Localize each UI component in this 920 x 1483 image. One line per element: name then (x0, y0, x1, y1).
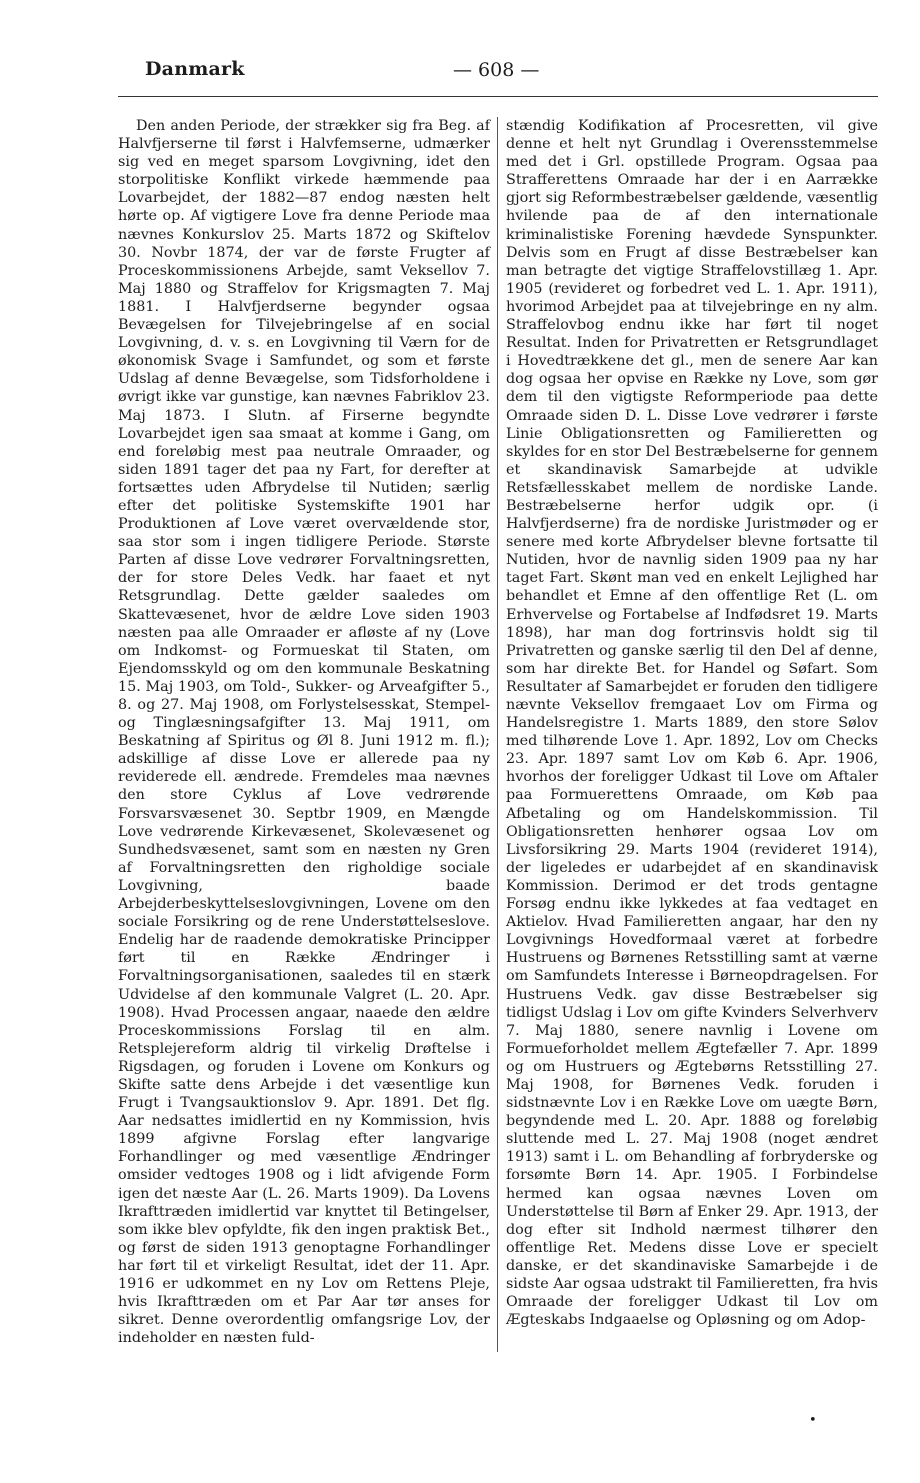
header-rule (118, 96, 878, 97)
right-column (506, 117, 878, 1329)
page-number: — 608 — (453, 59, 540, 81)
left-column (118, 117, 490, 1347)
left-column-text: Den anden Periode, der strækker sig fra Beg. af Halvfjerserne til først i Halvfemserne, udmærker sig ved en meget sparsom Lovgivning, idet den storpolitiske Konflikt virkede hæmmende paa Lovarbejdet, der 1882—87 endog næsten helt hørte op. Af vigtigere Love fra denne Periode maa nævnes Konkurslov 25. Marts 1872 og Skiftelov 30. Novbr 1874, der var de første Frugter af Proceskommissionens Arbejde, samt Veksellov 7. Maj 1880 og Straffelov for Krigsmagten 7. Maj 1881. I Halvfjerdserne begynder ogsaa Bevægelsen for Tilvejebringelse af en social Lovgivning, d. v. s. en Lovgivning til Værn for de økonomisk Svage i Samfundet, og som et første Udslag af denne Bevægelse, som Tidsforholdene i øvrigt ikke var gunstige, kan nævnes Fabriklov 23. Maj 1873. I Slutn. af Firserne begyndte Lovarbejdet igen saa smaat at komme i Gang, om end foreløbig mest paa neutrale Omraader, og siden 1891 tager det paa ny Fart, for derefter at fortsættes uden Afbrydelse til Nutiden; særlig efter det politiske Systemskifte 1901 har Produktionen af Love været overvældende stor, saa stor som i ingen tidligere Periode. Største Parten af disse Love vedrører Forvaltningsretten, der for store Deles Vedk. har faaet et nyt Retsgrundlag. Dette gælder saaledes om Skattevæsenet, hvor de ældre Love siden 1903 næsten paa alle Omraader er afløste af ny (Love om Indkomst- og Formueskat til Staten, om Ejendomsskyld og om den kommunale Beskatning 15. Maj 1903, om Told-, Sukker- og Arveafgifter 5., 8. og 27. Maj 1908, om Forlystelsesskat, Stempel- og Tinglæsningsafgifter 13. Maj 1911, om Beskatning af Spiritus og Øl 8. Juni 1912 m. fl.); adskillige af disse Love er allerede paa ny reviderede ell. ændrede. Fremdeles maa nævnes den store Cyklus af Love vedrørende Forsvarsvæsenet 30. Septbr 1909, en Mængde Love vedrørende Kirkevæsenet, Skolevæsenet og Sundhedsvæsenet, samt som en næsten ny Gren af Forvaltningsretten den righoldige sociale Lovgivning, baade Arbejderbeskyttelseslovgivningen, Lovene om den sociale Forsikring og de rene Understøttelseslove. Endelig har de raadende demokratiske Principper ført til en Række Ændringer i Forvaltningsorganisationen, saaledes til en stærk Udvidelse af den kommunale Valgret (L. 20. Apr. 1908). Hvad Processen angaar, naaede den ældre Proceskommissions Forslag til en alm. Retsplejereform aldrig til virkelig Drøftelse i Rigsdagen, og foruden i Lovene om Konkurs og Skifte satte dens Arbejde i det væsentlige kun Frugt i Tvangsauktionslov 9. Apr. 1891. Det flg. Aar nedsattes imidlertid en ny Kommission, hvis 1899 afgivne Forslag efter langvarige Forhandlinger og med væsentlige Ændringer omsider vedtoges 1908 og i lidt afvigende Form igen det næste Aar (L. 26. Marts 1909). Da Lovens Ikrafttræden imidlertid var knyttet til Betingelser, som ikke blev opfyldte, fik den ingen praktisk Bet., og først de siden 1913 genoptagne Forhandlinger har ført til et virkeligt Resultat, idet der 11. Apr. 1916 er udkommet en ny Lov om Rettens Pleje, hvis Ikrafttræden om et Par Aar tør anses for sikret. Denne overordentlig omfangsrige Lov, der indeholder en næsten fuld- (118, 118, 490, 1347)
column-divider (497, 117, 498, 1352)
right-column-text: stændig Kodifikation af Procesretten, vil give denne et helt nyt Grundlag i Overensstemmelse med det i Grl. opstillede Program. Ogsaa paa Strafferettens Omraade har der i en Aarrække gjort sig Reformbestræbelser gældende, væsentlig hvilende paa de af den internationale kriminalistiske Forening hævdede Synspunkter. Delvis som en Frugt af disse Bestræbelser kan man betragte det vigtige Straffelovstillæg 1. Apr. 1905 (revideret og forbedret ved L. 1. Apr. 1911), hvorimod Arbejdet paa at tilvejebringe en ny alm. Straffelovbog endnu ikke har ført til noget Resultat. Inden for Privatretten er Retsgrundlaget i Hovedtrækkene det gl., men de senere Aar kan dog ogsaa her opvise en Række ny Love, som gør dem til den vigtigste Reformperiode paa dette Omraade siden D. L. Disse Love vedrører i første Linie Obligationsretten og Familieretten og skyldes for en stor Del Bestræbelserne for gennem et skandinavisk Samarbejde at udvikle Retsfællesskabet mellem de nordiske Lande. Bestræbelserne herfor udgik opr. (i Halvfjerdserne) fra de nordiske Juristmøder og er senere med korte Afbrydelser blevne fortsatte til Nutiden, hvor de navnlig siden 1909 paa ny har taget Fart. Skønt man ved en enkelt Lejlighed har behandlet et Emne af den offentlige Ret (L. om Erhvervelse og Fortabelse af Indfødsret 19. Marts 1898), har man dog fortrinsvis holdt sig til Privatretten og ganske særlig til den Del af denne, som har direkte Bet. for Handel og Søfart. Som Resultater af Samarbejdet er foruden den tidligere nævnte Veksellov fremgaaet Lov om Firma og Handelsregistre 1. Marts 1889, den store Sølov med tilhørende Love 1. Apr. 1892, Lov om Checks 23. Apr. 1897 samt Lov om Køb 6. Apr. 1906, hvorhos der foreligger Udkast til Love om Aftaler paa Formuerettens Omraade, om Køb paa Afbetaling og om Handelskommission. Til Obligationsretten henhører ogsaa Lov om Livsforsikring 29. Marts 1904 (revideret 1914), der ligeledes er udarbejdet af en skandinavisk Kommission. Derimod er det trods gentagne Forsøg endnu ikke lykkedes at faa vedtaget en Aktielov. Hvad Familieretten angaar, har den ny Lovgivnings Hovedformaal været at forbedre Hustruens og Børnenes Retsstilling samt at værne om Samfundets Interesse i Børneopdragelsen. For Hustruens Vedk. gav disse Bestræbelser sig tidligst Udslag i Lov om gifte Kvinders Selverhverv 7. Maj 1880, senere navnlig i Lovene om Formueforholdet mellem Ægtefæller 7. Apr. 1899 og om Hustruers og Ægtebørns Retsstilling 27. Maj 1908, for Børnenes Vedk. foruden i sidstnævnte Lov i en Række Love om uægte Børn, begyndende med L. 20. Apr. 1888 og foreløbig sluttende med L. 27. Maj 1908 (noget ændret 1913) samt i L. om Behandling af forbryderske og forsømte Børn 14. Apr. 1905. I Forbindelse hermed kan ogsaa nævnes Loven om Understøttelse til Børn af Enker 29. Apr. 1913, der dog efter sit Indhold nærmest tilhører den offentlige Ret. Medens disse Love er specielt danske, er det skandinaviske Samarbejde i de sidste Aar ogsaa udstrakt til Familieretten, fra hvis Omraade der foreligger Udkast til Lov om Ægteskabs Indgaaelse og Opløsning og om Adop- (506, 118, 878, 1329)
running-title: Danmark (145, 58, 245, 80)
page-header (145, 58, 877, 92)
footer-mark: • (809, 1413, 817, 1428)
